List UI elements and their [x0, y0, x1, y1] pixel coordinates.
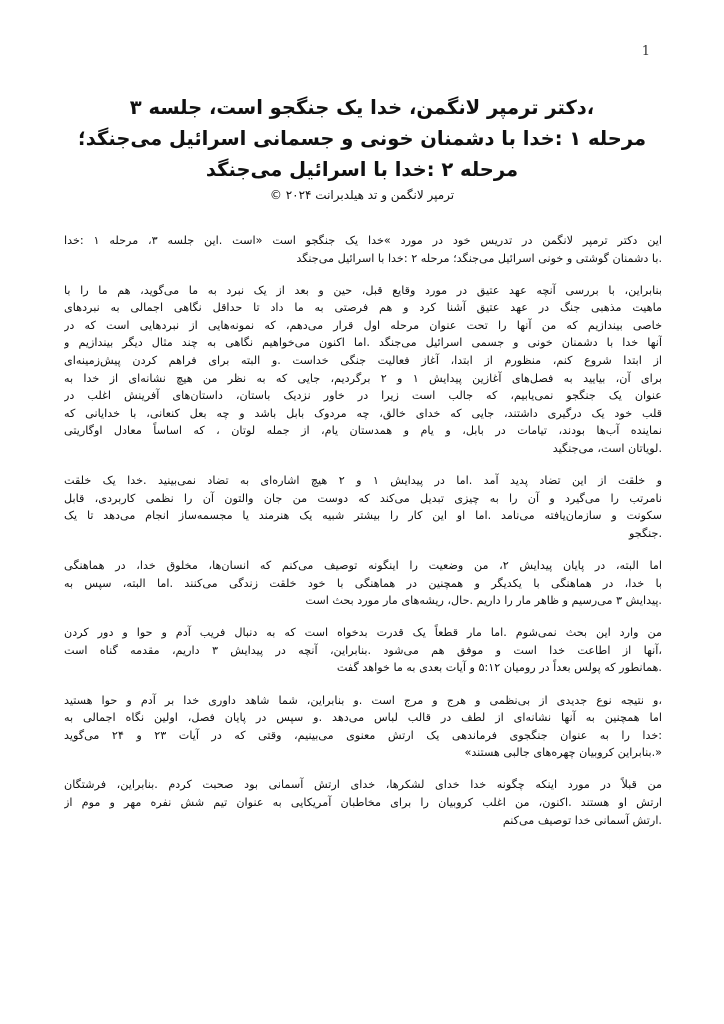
- title-line: مرحله ۱ :خدا با دشمنان خونی و جسمانی اسرائیل می‌جنگد؛: [77, 127, 647, 150]
- paragraph-battles: [64, 282, 662, 458]
- paragraph-judgment: [64, 692, 662, 762]
- text-line: :خدا را به عنوان جنگجوی فرماندهی یک ارتش معنوی می‌بینیم، وقتی که در آیات ۲۳ و ۲۴ می‌گوید: [64, 728, 662, 742]
- text-line: .جنگجو: [628, 526, 662, 540]
- text-line: نماینده آب‌ها بودند، تیامات در بابل، و یام و همدستان یام، از جمله لوتان ، که اساساً معادل اوگاریتی: [64, 424, 662, 438]
- text-line: خاصی بیندازیم که من آنها را تحت عنوان مرحله اول قرار می‌دهم، که نمونه‌هایی از نبردهایی است که در: [64, 318, 662, 332]
- text-line: آنها خدا با دشمنان خونی و جسمی اسرائیل می‌جنگد .اما اکنون می‌خواهیم نگاهی به چند مثال دیگر بیندازیم و: [64, 336, 662, 350]
- text-line: .با دشمنان گوشتی و خونی اسرائیل می‌جنگد؛ مرحله ۲ :خدا با اسرائیل می‌جنگد: [296, 251, 662, 265]
- text-line: .پیدایش ۳ می‌رسیم و ظاهر مار را داریم .حال، ریشه‌های مار مورد بحث است: [305, 594, 662, 608]
- text-line: ماهیت مذهبی جنگ در عهد عتیق آشنا کرد و هم فرصتی به ما داد تا حداقل نگاهی اجمالی به نبردهای: [64, 301, 662, 315]
- text-line: اما البته، در پایان پیدایش ۲، من وضعیت را اینگونه توصیف می‌کنم که انسان‌ها، مخلوق خدا، در هماهنگی: [64, 559, 662, 572]
- text-line: من وارد این بحث نمی‌شوم .اما مار قطعاً یک قدرت بدخواه است که به دنبال فریب آدم و حوا و دور کردن: [64, 626, 662, 640]
- text-line: ،آنها از اطاعت خدا است و موفق هم می‌شود .بنابراین، آنچه در پیدایش ۳ داریم، مقدمه گناه است: [64, 643, 662, 657]
- text-line: ،و نتیجه نوع جدیدی از بی‌نظمی و هرج و مرج است .و بنابراین، شما شاهد داوری خدا بر آدم و حوا هستید: [64, 693, 662, 707]
- title-block: [60, 92, 664, 204]
- text-line: ارتش او هستند .اکنون، من اغلب کروبیان را برای مخاطبان آمریکایی به عنوان تیم شش نفره مهر و موم از: [64, 796, 662, 810]
- text-line: سکونت و سازمان‌یافته می‌نامد .اما او این کار را بیشتر شبیه یک هنرمند یا مجسمه‌ساز انجام می‌دهد تا یک: [64, 509, 662, 523]
- paragraph-cherubim: [64, 776, 662, 829]
- paragraph-intro: [64, 232, 662, 267]
- text-line: عنوان یک جنگجو نمی‌یابیم، که جالب است زیرا در خاور نزدیک باستان، داستان‌های آفرینش اغلب در: [64, 389, 662, 403]
- title-line: مرحله ۲ :خدا با اسرائیل می‌جنگد: [205, 158, 519, 181]
- paragraph-serpent: [64, 624, 662, 677]
- body-text: [64, 232, 662, 844]
- text-line: و خلقت از این تضاد پدید آمد .اما در پیدایش ۱ و ۲ هیچ اشاره‌ای به تضاد نمی‌بینید .خدا یک خلقت: [64, 474, 662, 488]
- paragraph-genesis-2: [64, 557, 662, 610]
- page-number: 1: [641, 44, 650, 59]
- paragraph-creation: [64, 472, 662, 542]
- text-line: قلب خود یک درگیری داشتند، جایی که خدای خالق، چه مردوک بابل باشد و چه بعل کنعانی، با خدایانی که: [64, 406, 662, 420]
- text-line: اما همچنین به آنها نشانه‌ای از لطف در قالب لباس می‌دهد .و سپس در پایان فصل، اولین نگاه اجمالی به: [64, 711, 662, 725]
- text-line: من قبلاً در مورد اینکه چگونه خدا خدای لشکرها، خدای ارتش آسمانی بود صحبت کردم .بنابراین، فرشتگان: [64, 778, 662, 792]
- text-line: برای آن، بیایید به فصل‌های آغازین پیدایش ۱ و ۲ برگردیم، جایی که به نظر من هیچ نشانه‌ای از خدا به: [64, 371, 662, 385]
- text-line: .لویاتان است، می‌جنگید: [552, 442, 662, 456]
- text-line: از ابتدا شروع کنم، منظورم از ابتدا، آغاز فعالیت جنگی خداست .و البته برای فراهم کردن پیش‌زمینه‌ای: [64, 354, 662, 368]
- text-line: .همانطور که پولس بعداً در رومیان ۵:۱۲ و آیات بعدی به ما خواهد گفت: [336, 661, 662, 675]
- text-line: این دکتر ترمپر لانگمن در تدریس خود در مورد »خدا یک جنگجو است «است .این جلسه ۳، مرحله ۱ :خدا: [64, 234, 662, 247]
- author-copyright: ترمپر لانگمن و تد هیلدبرانت ۲۰۲۴ ©: [269, 188, 455, 202]
- text-line: بنابراین، با بررسی آنچه عهد عتیق در مورد وقایع قبل، حین و بعد از یک نبرد به ما می‌گوید، هم ما را با: [64, 283, 662, 297]
- title-line: ،دکتر ترمپر لانگمن، خدا یک جنگجو است، جلسه ۳: [129, 96, 595, 119]
- text-line: «.بنابراین کروبیان چهره‌های جالبی هستند»: [464, 746, 662, 760]
- text-line: نامرتب را می‌گیرد و آن را به چیزی تبدیل می‌کند که دوست من جان والتون آن را نظمی کاربردی، قابل: [64, 491, 662, 505]
- text-line: با خدا، در هماهنگی با یکدیگر و همچنین در هماهنگی با خود خلقت زندگی می‌کنند .اما البته، سپس به: [64, 576, 662, 590]
- text-line: .ارتش آسمانی خدا توصیف می‌کنم: [502, 813, 662, 827]
